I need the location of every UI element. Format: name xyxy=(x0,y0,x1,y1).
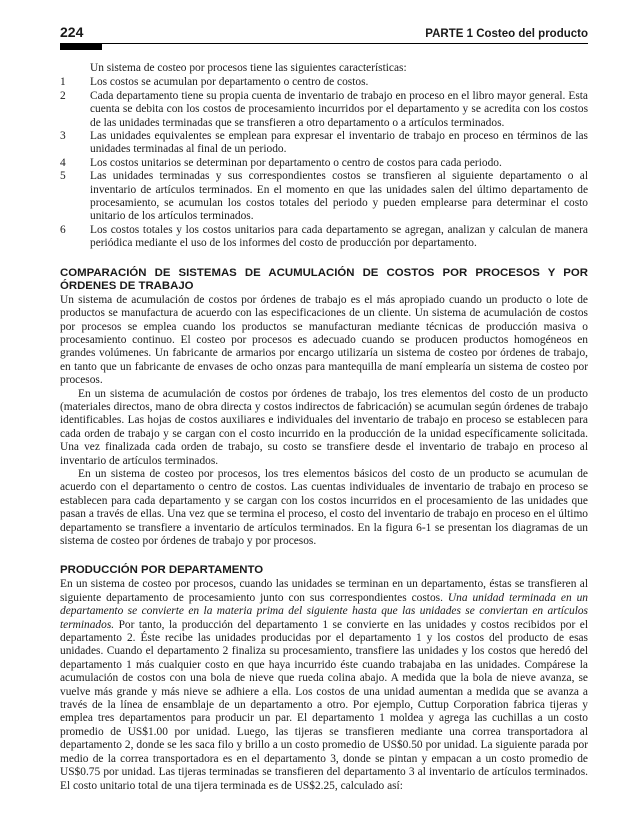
page-header xyxy=(60,24,588,40)
feature-item xyxy=(60,157,588,170)
feature-item xyxy=(60,130,588,157)
feature-item xyxy=(60,224,588,251)
feature-number: 6 xyxy=(60,223,66,236)
paragraph: Un sistema de acumulación de costos por órdenes de trabajo es el más apropiado cuando un producto o lote de productos se manufactura de acuerdo con las especificaciones de un cliente. Un sistema de acumulación de costos por procesos se emplea cuando los productos se manufacturan mediante técnicas de producción masiva o procesamiento continuo. El costeo por procesos es adecuado cuando se producen productos homogéneos en grandes volúmenes. Un fabricante de armarios por encargo utilizaría un sistema de costeo por órdenes de trabajo, en tanto que un fabricante de envases de ocho onzas para mantequilla de maní emplearía un sistema de costeo por procesos. xyxy=(60,293,588,387)
feature-item xyxy=(60,90,588,130)
header-rule-block xyxy=(60,43,102,50)
header-rule xyxy=(60,43,588,44)
feature-number: 2 xyxy=(60,89,66,102)
paragraph-text: Por tanto, la producción del departamento 1 se convierte en las unidades y costos recibidos por el departamento 2. Éste recibe las unidades producidas por el departamento 1 y los costos del producto de esas unidades. Cuando el departamento 2 finaliza su procesamiento, transfiere las unidades y los costos que heredó del departamento 1 más cualquier costo en que haya incurrido éste cuando trabajaba en las unidades. Compárese la acumulación de costos con una bola de nieve que rueda colina abajo. A medida que la bola de nieve avanza, se vuelve más grande y más nieve se adhiere a ella. Los costos de una unidad aumentan a medida que se avanza a través de la línea de ensamblaje de un departamento a otro. Por ejemplo, Cuttup Corporation fabrica tijeras y emplea tres departamentos para producir un par. El departamento 1 moldea y agrega las cuchillas a un costo promedio de US$1.00 por unidad. Luego, las tijeras se transfieren mediante una correa transportadora al departamento 2, donde se les saca filo y brillo a un costo promedio de US$0.50 por unidad. La siguiente parada por medio de la correa transportadora es en el departamento 3, donde se pintan y empacan a un costo promedio de US$0.75 por unidad. Las tijeras terminadas se transfieren del departamento 3 al inventario de artículos terminados. El costo unitario total de una tijera terminada es de US$2.25, calculado así: xyxy=(60,618,588,792)
features-list xyxy=(60,76,588,250)
emphasized-definition: Una unidad terminada en un departamento se convierte en la materia prima del siguiente hasta que las unidades se conviertan en artículos terminados. xyxy=(60,591,588,631)
paragraph: En un sistema de costeo por procesos, los tres elementos básicos del costo de un producto se acumulan de acuerdo con el departamento o centro de costos. Las cuentas individuales de inventario de trabajo en proceso se establecen para cada departamento y se cargan con los costos incurridos en el procesamiento de las unidades que pasan a través de ellas. Una vez que se termina el proceso, el costo del inventario de trabajo en proceso en el último departamento se transfiere a inventario de artículos terminados. En la figura 6-1 se presentan los diagramas de un sistema de costeo por órdenes de trabajo y por procesos. xyxy=(60,467,588,547)
page-body xyxy=(60,62,588,793)
feature-item xyxy=(60,76,588,89)
feature-text: Los costos totales y los costos unitarios para cada departamento se agregan, analizan y calculan de manera periódica mediante el uso de los informes del costo de producción por departamento. xyxy=(90,223,588,250)
section-heading-production: PRODUCCIÓN POR DEPARTAMENTO xyxy=(60,564,264,577)
feature-text: Cada departamento tiene su propia cuenta de inventario de trabajo en proceso en el libro mayor general. Esta cuenta se debita con los costos de procesamiento incurridos por el departamento y se acredita con los costos de las unidades terminadas que se transfieren a otro departamento o a artículos terminados. xyxy=(90,89,588,129)
feature-text: Las unidades equivalentes se emplean para expresar el inventario de trabajo en proceso en términos de las unidades terminadas al final de un periodo. xyxy=(90,130,588,156)
features-intro: Un sistema de costeo por procesos tiene las siguientes características: xyxy=(90,62,407,74)
paragraph-text: En un sistema de costeo por procesos, cuando las unidades se terminan en un departamento, éstas se transfieren al siguiente departamento de procesamiento junto con sus correspondientes costos. xyxy=(60,578,588,604)
feature-text: Los costos unitarios se determinan por departamento o centro de costos para cada periodo. xyxy=(90,156,502,169)
book-page xyxy=(60,24,588,793)
running-title: PARTE 1 Costeo del producto xyxy=(425,28,588,40)
page-number: 224 xyxy=(60,24,84,40)
feature-number: 5 xyxy=(60,170,66,183)
section-heading-comparison: COMPARACIÓN DE SISTEMAS DE ACUMULACIÓN DE COSTOS POR PROCESOS Y POR ÓRDENES DE TRABAJO xyxy=(60,266,588,292)
feature-number: 4 xyxy=(60,156,66,169)
feature-text: Los costos se acumulan por departamento o centro de costos. xyxy=(90,76,369,89)
paragraph xyxy=(60,578,588,793)
feature-number: 3 xyxy=(60,130,66,143)
feature-number: 1 xyxy=(60,76,66,89)
feature-item xyxy=(60,170,588,224)
paragraph: En un sistema de acumulación de costos por órdenes de trabajo, los tres elementos del costo de un producto (materiales directos, mano de obra directa y costos indirectos de fabricación) se acumulan según órdenes de trabajo identificables. Las hojas de costos auxiliares e individuales del inventario de trabajo en proceso se establecen para cada orden de trabajo y se cargan con el costo incurrido en la producción de la unidad específicamente solicitada. Una vez finalizada cada orden de trabajo, su costo se transfiere desde el inventario de trabajo en proceso al inventario de artículos terminados. xyxy=(60,387,588,467)
feature-text: Las unidades terminadas y sus correspondientes costos se transfieren al siguiente departamento o al inventario de artículos terminados. En el momento en que las unidades salen del último departamento de procesamiento, se acumulan los costos totales del periodo y pueden emplearse para determinar el costo unitario de los artículos terminados. xyxy=(90,170,588,223)
